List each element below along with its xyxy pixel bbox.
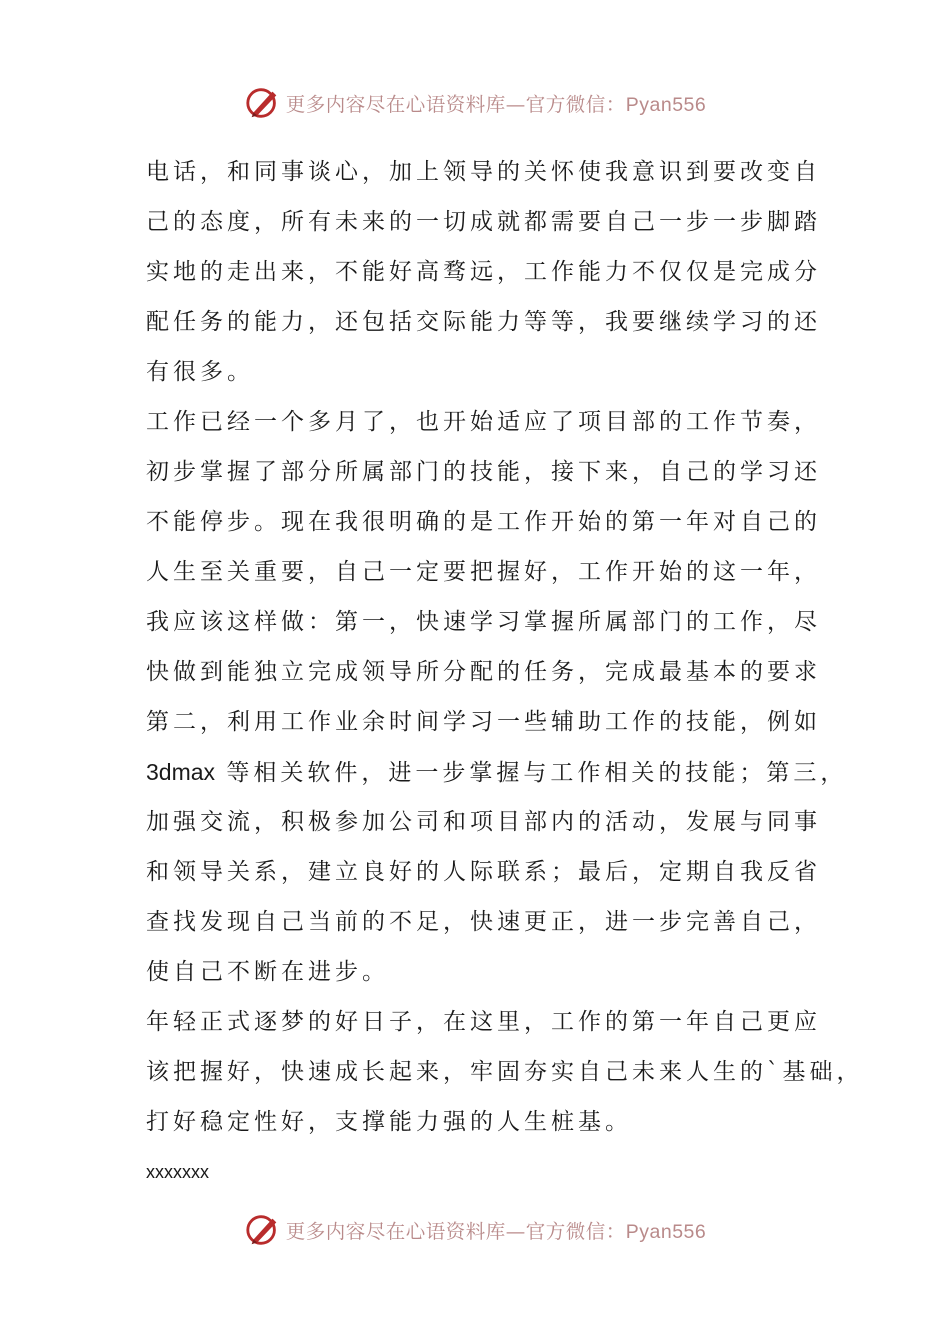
pen-logo-icon bbox=[244, 84, 282, 122]
body-line bbox=[146, 747, 848, 797]
body-line: 第二，利用工作业余时间学习一些辅助工作的技能，例如 bbox=[146, 709, 821, 735]
body-line: 工作已经一个多月了，也开始适应了项目部的工作节奏， bbox=[146, 409, 821, 435]
body-line: 打好稳定性好，支撑能力强的人生桩基。 bbox=[146, 1109, 632, 1135]
footer-banner bbox=[0, 1208, 950, 1252]
body-line: 该把握好，快速成长起来，牢固夯实自己未来人生的`基础， bbox=[146, 1059, 864, 1085]
software-name: 3dmax bbox=[146, 759, 216, 785]
body-line: 实地的走出来，不能好高骛远，工作能力不仅仅是完成分 bbox=[146, 259, 821, 285]
body-line: 年轻正式逐梦的好日子，在这里，工作的第一年自己更应 bbox=[146, 1009, 821, 1035]
body-line: 我应该这样做：第一，快速学习掌握所属部门的工作，尽 bbox=[146, 609, 821, 635]
body-line: 快做到能独立完成领导所分配的任务，完成最基本的要求 bbox=[146, 659, 821, 685]
body-line: 初步掌握了部分所属部门的技能，接下来，自己的学习还 bbox=[146, 459, 821, 485]
body-line: 有很多。 bbox=[146, 359, 254, 385]
body-line: 查找发现自己当前的不足，快速更正，进一步完善自己， bbox=[146, 909, 821, 935]
body-line: 使自己不断在进步。 bbox=[146, 959, 389, 985]
body-line: 加强交流，积极参加公司和项目部内的活动，发展与同事 bbox=[146, 809, 821, 835]
body-line: 配任务的能力，还包括交际能力等等，我要继续学习的还 bbox=[146, 309, 821, 335]
document-body bbox=[146, 147, 864, 1197]
signature: xxxxxxx bbox=[146, 1162, 209, 1182]
footer-banner-text: 更多内容尽在心语资料库—官方微信：Pyan556 bbox=[285, 1220, 707, 1243]
footer-wechat-id: Pyan556 bbox=[625, 1221, 707, 1243]
body-line: 和领导关系，建立良好的人际联系；最后，定期自我反省 bbox=[146, 859, 821, 885]
body-line: 人生至关重要，自己一定要把握好，工作开始的这一年， bbox=[146, 559, 821, 585]
pen-logo-icon bbox=[244, 1211, 282, 1249]
body-line: 电话，和同事谈心，加上领导的关怀使我意识到要改变自 bbox=[146, 159, 821, 185]
header-banner bbox=[0, 81, 950, 125]
header-banner-text: 更多内容尽在心语资料库—官方微信：Pyan556 bbox=[285, 93, 707, 116]
body-line: 不能停步。现在我很明确的是工作开始的第一年对自己的 bbox=[146, 509, 821, 535]
body-line: 己的态度，所有未来的一切成就都需要自己一步一步脚踏 bbox=[146, 209, 821, 235]
body-line-rest: 等相关软件，进一步掌握与工作相关的技能；第三， bbox=[215, 760, 848, 786]
header-wechat-id: Pyan556 bbox=[625, 94, 707, 116]
